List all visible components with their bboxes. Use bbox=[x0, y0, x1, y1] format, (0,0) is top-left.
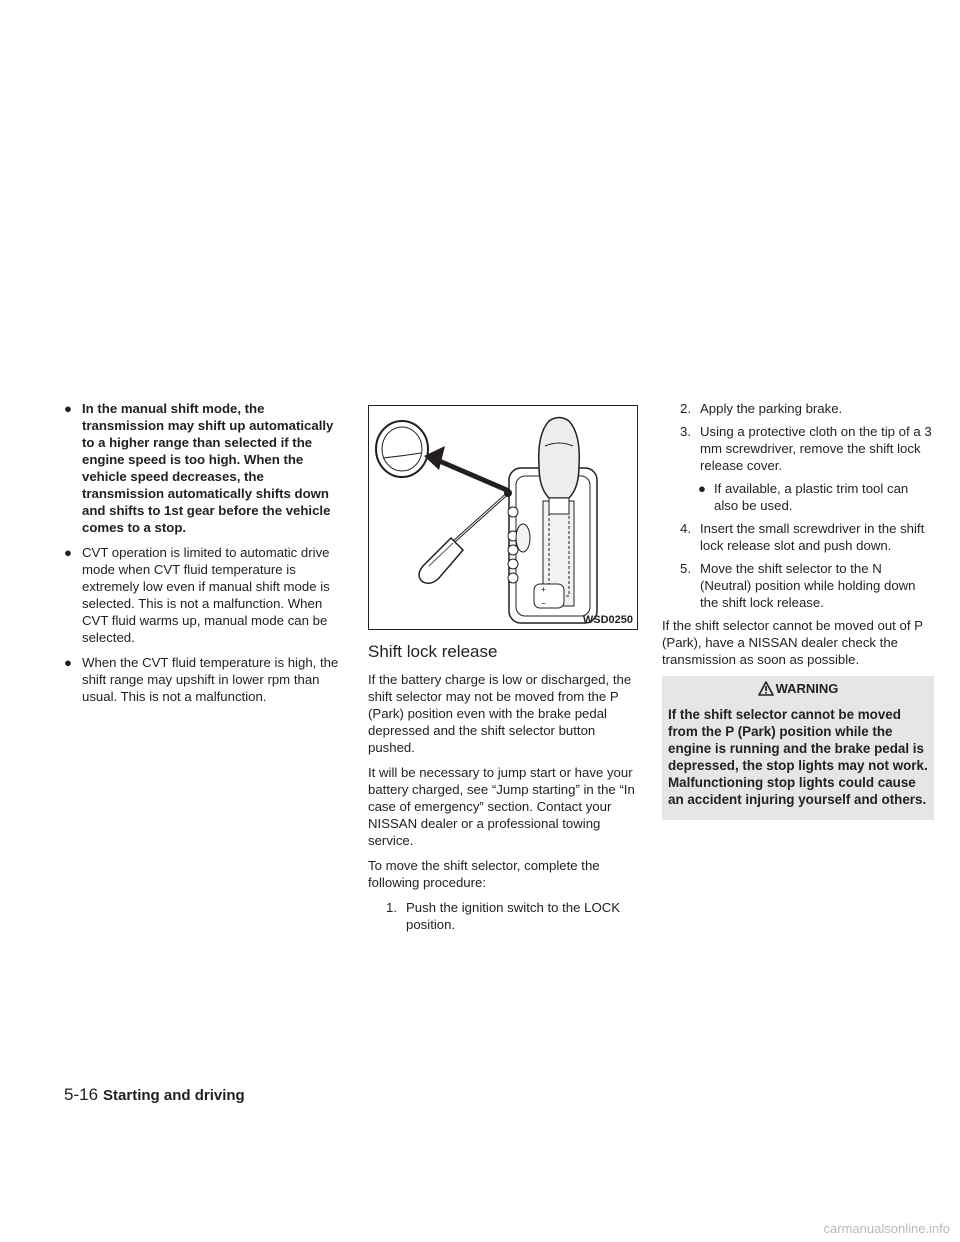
procedure-step bbox=[368, 899, 640, 933]
bullet-text: CVT operation is limited to automatic drive mode when CVT fluid temperature is extremely low even if manual shift mode is selected. This is not a malfunction. When CVT fluid warms up, manual mode can be selected. bbox=[82, 545, 330, 645]
step-text: Insert the small screwdriver in the shift lock release slot and push down. bbox=[700, 521, 925, 553]
svg-text:+: + bbox=[541, 585, 546, 594]
step-text: Apply the parking brake. bbox=[700, 401, 843, 416]
warning-text: If the shift selector cannot be moved from the P (Park) position while the engine is running and the brake pedal is depressed, the stop lights may not work. Malfunctioning stop lights could cause an accident injuring yourself and others. bbox=[668, 707, 928, 807]
step-number: 2. bbox=[680, 401, 691, 416]
page-number: 5-16 bbox=[64, 1085, 99, 1104]
watermark: carmanualsonline.info bbox=[823, 1221, 950, 1236]
lock-release-cover-icon bbox=[376, 421, 428, 477]
bullet-dot: ● bbox=[64, 655, 72, 670]
step-number: 1. bbox=[386, 900, 397, 915]
bullet-dot: ● bbox=[64, 401, 72, 416]
middle-column bbox=[368, 400, 640, 939]
procedure-step bbox=[662, 560, 934, 611]
page-footer bbox=[64, 1085, 245, 1105]
arrow-icon bbox=[424, 446, 509, 491]
warning-box bbox=[662, 676, 934, 820]
paragraph: If the battery charge is low or discharged, the shift selector may not be moved from the P (Park) position even with the brake pedal depressed and the shift selector button pushed. bbox=[368, 672, 632, 755]
right-column bbox=[662, 400, 934, 820]
screwdriver-icon bbox=[419, 489, 512, 583]
left-column bbox=[64, 400, 346, 713]
closing-paragraph: If the shift selector cannot be moved out of P (Park), have a NISSAN dealer check the transmission as soon as possible. bbox=[662, 618, 923, 667]
warning-title: WARNING bbox=[775, 681, 839, 696]
step-number: 4. bbox=[680, 521, 691, 536]
procedure-step bbox=[662, 423, 934, 474]
bullet-cvt-low-temp bbox=[64, 544, 346, 646]
paragraph: It will be necessary to jump start or have your battery charged, see “Jump starting” in the “In case of emergency” section. Contact your NISSAN dealer or a professional towing service. bbox=[368, 765, 635, 848]
procedure-step bbox=[662, 520, 934, 554]
paragraph: To move the shift selector, complete the following procedure: bbox=[368, 858, 600, 890]
warning-header bbox=[668, 681, 928, 696]
bullet-text: When the CVT fluid temperature is high, the shift range may upshift in lower rpm than usual. This is not a malfunction. bbox=[82, 655, 339, 704]
figure-label: WSD0250 bbox=[582, 614, 633, 626]
svg-text:−: − bbox=[541, 599, 546, 608]
bullet-manual-shift bbox=[64, 400, 346, 536]
step-text: Using a protective cloth on the tip of a 3 mm screwdriver, remove the shift lock release cover. bbox=[700, 424, 932, 473]
bullet-dot: ● bbox=[698, 481, 706, 496]
step-number: 5. bbox=[680, 561, 691, 576]
shift-lock-illustration bbox=[369, 406, 637, 629]
bullet-dot: ● bbox=[64, 545, 72, 560]
step-text: Push the ignition switch to the LOCK position. bbox=[406, 900, 621, 932]
substep-text: If available, a plastic trim tool can also be used. bbox=[714, 481, 909, 513]
bullet-text: In the manual shift mode, the transmission may shift up automatically to a higher range than selected if the engine speed is too high. When the vehicle speed decreases, the transmission automatically shifts down and shifts to 1st gear before the vehicle comes to a stop. bbox=[82, 401, 334, 535]
procedure-substep bbox=[662, 480, 934, 514]
section-name: Starting and driving bbox=[103, 1087, 245, 1104]
shift-lock-figure bbox=[368, 405, 638, 630]
warning-triangle-icon bbox=[758, 681, 774, 696]
procedure-step bbox=[662, 400, 934, 417]
step-text: Move the shift selector to the N (Neutral) position while holding down the shift lock release. bbox=[700, 561, 916, 610]
step-number: 3. bbox=[680, 424, 691, 439]
section-heading: Shift lock release bbox=[368, 642, 498, 661]
bullet-cvt-high-temp bbox=[64, 654, 346, 705]
